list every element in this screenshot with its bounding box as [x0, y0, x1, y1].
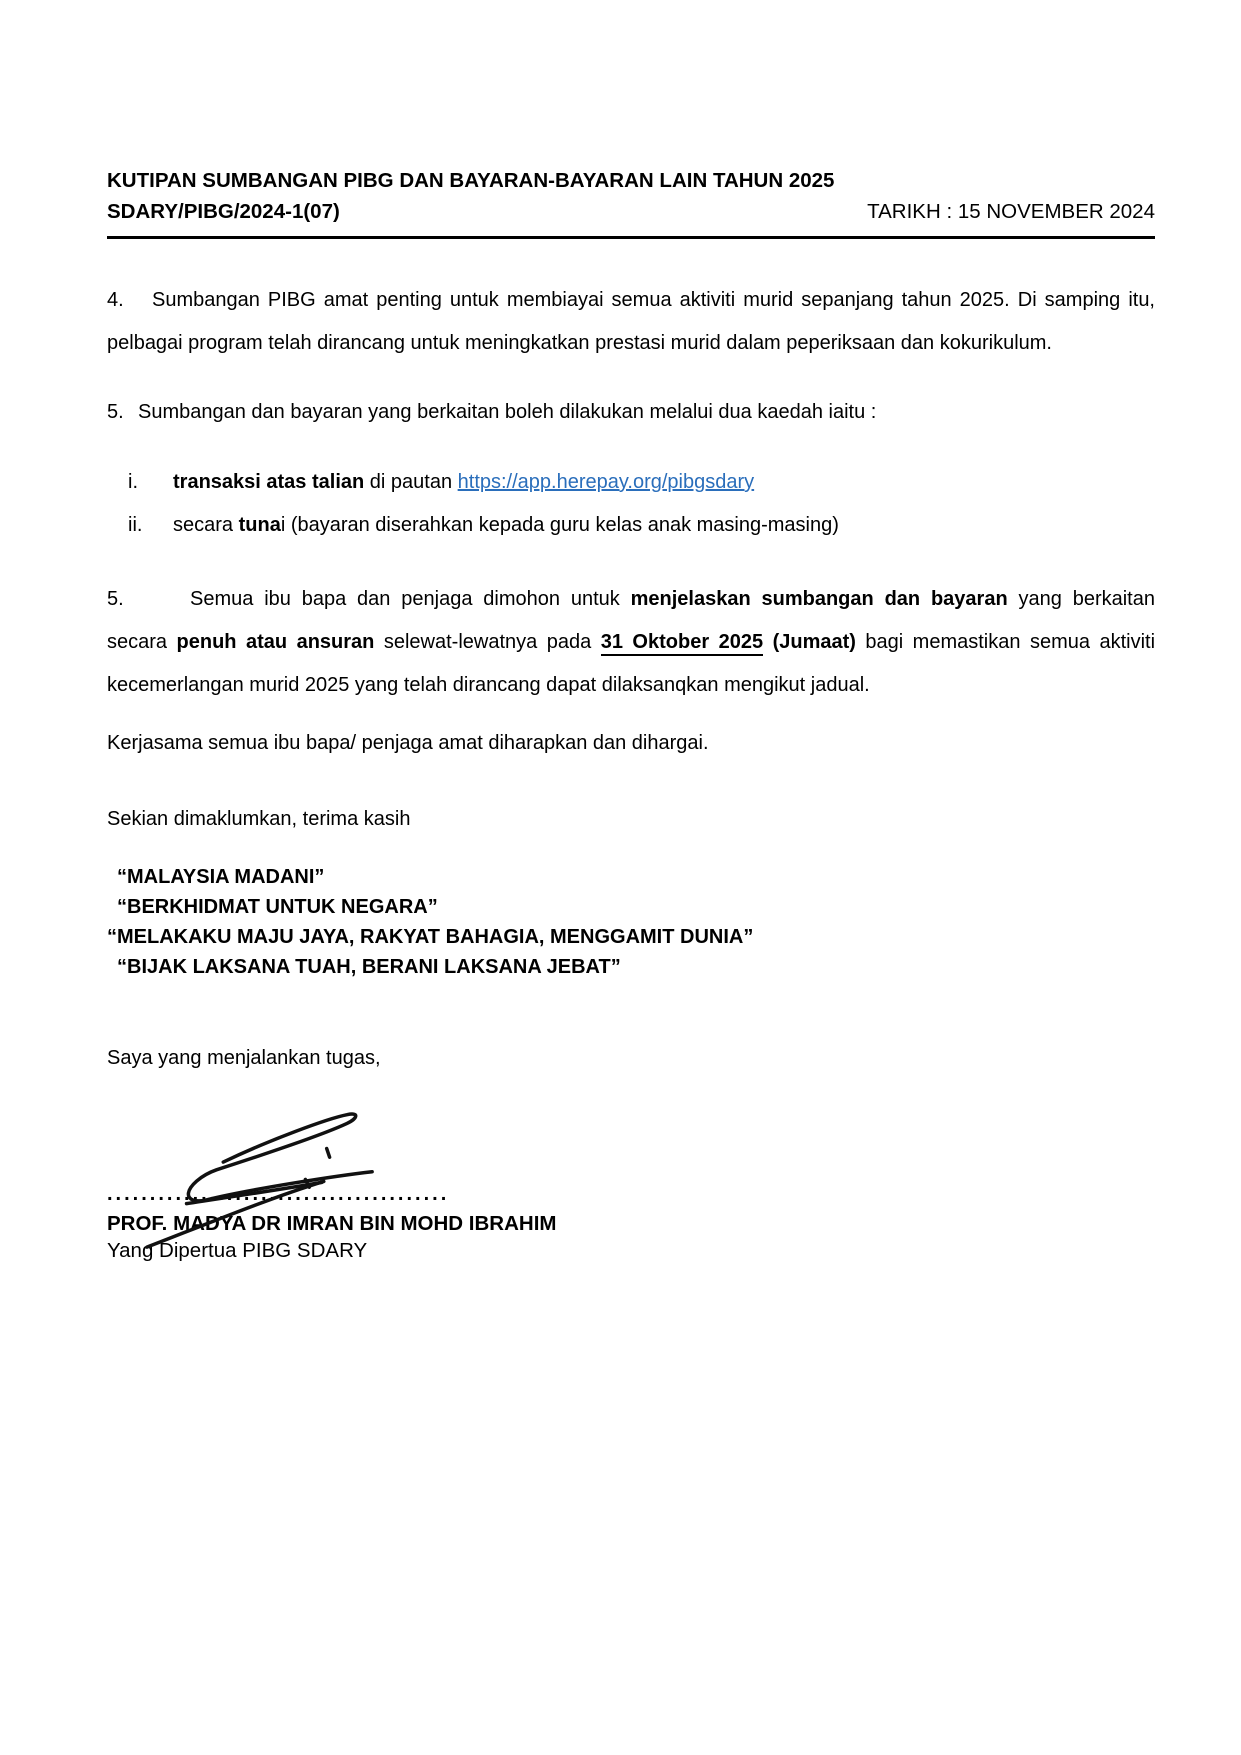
method-online-text [173, 461, 754, 504]
due-day: (Jumaat) [763, 631, 856, 653]
p5b-seg2-bold: menjelaskan sumbangan dan bayaran [630, 588, 1008, 610]
paragraph-4 [107, 279, 1155, 365]
payment-method-list [107, 461, 1155, 547]
slogan-block [107, 862, 1155, 982]
paragraph-5-intro-text: Sumbangan dan bayaran yang berkaitan boleh dilakukan melalui dua kaedah iaitu : [138, 401, 877, 423]
paragraph-5-detail-number: 5. [107, 588, 124, 610]
p5b-seg8: bagi memastikan semua aktiviti kecemerlangan murid 2025 yang telah dirancang dapat dilaksanqkan mengikut jadual. [107, 631, 1156, 696]
due-date: 31 Oktober 2025 [601, 631, 763, 656]
thanks-line: Sekian dimaklumkan, terima kasih [107, 808, 411, 830]
closing-line: Kerjasama semua ibu bapa/ penjaga amat diharapkan dan dihargai. [107, 732, 709, 754]
slogan-line-4: “BIJAK LAKSANA TUAH, BERANI LAKSANA JEBAT” [117, 956, 621, 978]
signatory-title: Yang Dipertua PIBG SDARY [107, 1239, 368, 1262]
reference-number: SDARY/PIBG/2024-1(07) [107, 200, 340, 223]
p5b-seg4-bold: penuh atau ansuran [176, 631, 375, 653]
method-cash-pre: secara [173, 514, 239, 536]
online-payment-link[interactable]: https://app.herepay.org/pibgsdary [457, 471, 755, 493]
signature-block [107, 1183, 1155, 1264]
slogan-line-1: “MALAYSIA MADANI” [117, 866, 325, 888]
method-online-item [107, 461, 1155, 504]
method-online-mid: di pautan [364, 471, 458, 493]
paragraph-5-intro-number: 5. [107, 401, 124, 423]
p5b-seg5: selewat-lewatnya pada [374, 631, 601, 653]
p5b-seg1: Semua ibu bapa dan penjaga dimohon untuk [190, 588, 631, 610]
paragraph-4-number: 4. [107, 289, 124, 311]
method-online-marker: i. [128, 471, 138, 493]
document-subheader [107, 199, 1155, 224]
slogan-line-3: “MELAKAKU MAJU JAYA, RAKYAT BAHAGIA, MENGGAMIT DUNIA” [107, 926, 754, 948]
header-divider-rule [107, 236, 1155, 239]
paragraph-4-text: Sumbangan PIBG amat penting untuk membiayai semua aktiviti murid sepanjang tahun 2025. Di samping itu, pelbagai program telah dirancang untuk meningkatkan prestasi murid dalam peperiksaan dan kokurikulum. [107, 289, 1155, 354]
method-online-bold: transaksi atas talian [173, 471, 365, 493]
method-cash-bold: tuna [238, 514, 281, 536]
signoff-line: Saya yang menjalankan tugas, [107, 1047, 381, 1069]
slogan-line-2: “BERKHIDMAT UNTUK NEGARA” [117, 896, 438, 918]
method-cash-marker: ii. [128, 514, 143, 536]
signature-dotted-line: ........................................ [107, 1183, 450, 1205]
paragraph-5-detail [107, 578, 1155, 707]
document-title: KUTIPAN SUMBANGAN PIBG DAN BAYARAN-BAYARAN LAIN TAHUN 2025 [107, 169, 835, 192]
p5b-seg3: yang berkaitan secara [107, 588, 1155, 653]
method-cash-post: i (bayaran diserahkan kepada guru kelas anak masing-masing) [280, 514, 839, 536]
method-cash-item [107, 504, 1155, 547]
signatory-name: PROF. MADYA DR IMRAN BIN MOHD IBRAHIM [107, 1212, 557, 1235]
date-label: TARIKH : 15 NOVEMBER 2024 [867, 200, 1155, 223]
method-cash-text [173, 504, 839, 547]
paragraph-5-intro [107, 391, 1155, 434]
